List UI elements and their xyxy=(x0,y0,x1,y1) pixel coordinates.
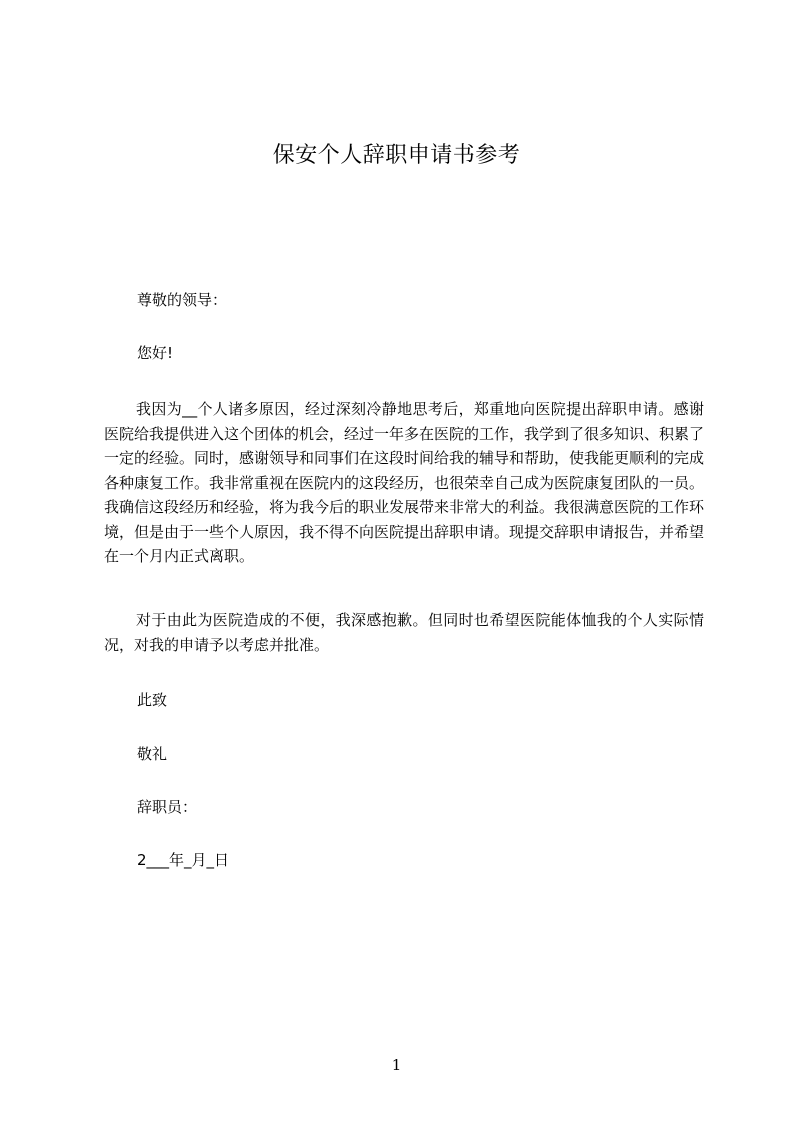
closing-regards: 此致 xyxy=(137,691,168,709)
body-paragraph-2: 对于由此为医院造成的不便，我深感抱歉。但同时也希望医院能体恤我的个人实际情况，对我的申请予以考虑并批准。 xyxy=(104,611,704,654)
body-paragraph-1: 我因为__个人诸多原因，经过深刻冷静地思考后，郑重地向医院提出辞职申请。感谢医院给我提供进入这个团体的机会，经过一年多在医院的工作，我学到了很多知识、积累了一定的经验。同时，感谢领导和同事们在这段时间给我的辅导和帮助，使我能更顺利的完成各种康复工作。我非常重视在医院内的这段经历，也很荣幸自己成为医院康复团队的一员。我确信这段经历和经验，将为我今后的职业发展带来非常大的利益。我很满意医院的工作环境，但是由于一些个人原因，我不得不向医院提出辞职申请。现提交辞职申请报告，并希望在一个月内正式离职。 xyxy=(104,400,705,565)
date-line: 2___年_月_日 xyxy=(137,851,230,869)
closing-salute: 敬礼 xyxy=(137,745,168,763)
page-number: 1 xyxy=(391,1056,402,1074)
document-title: 保安个人辞职申请书参考 xyxy=(272,143,521,168)
greeting: 您好! xyxy=(137,344,174,362)
salutation: 尊敬的领导： xyxy=(137,291,228,309)
signature-label: 辞职员： xyxy=(137,798,198,816)
